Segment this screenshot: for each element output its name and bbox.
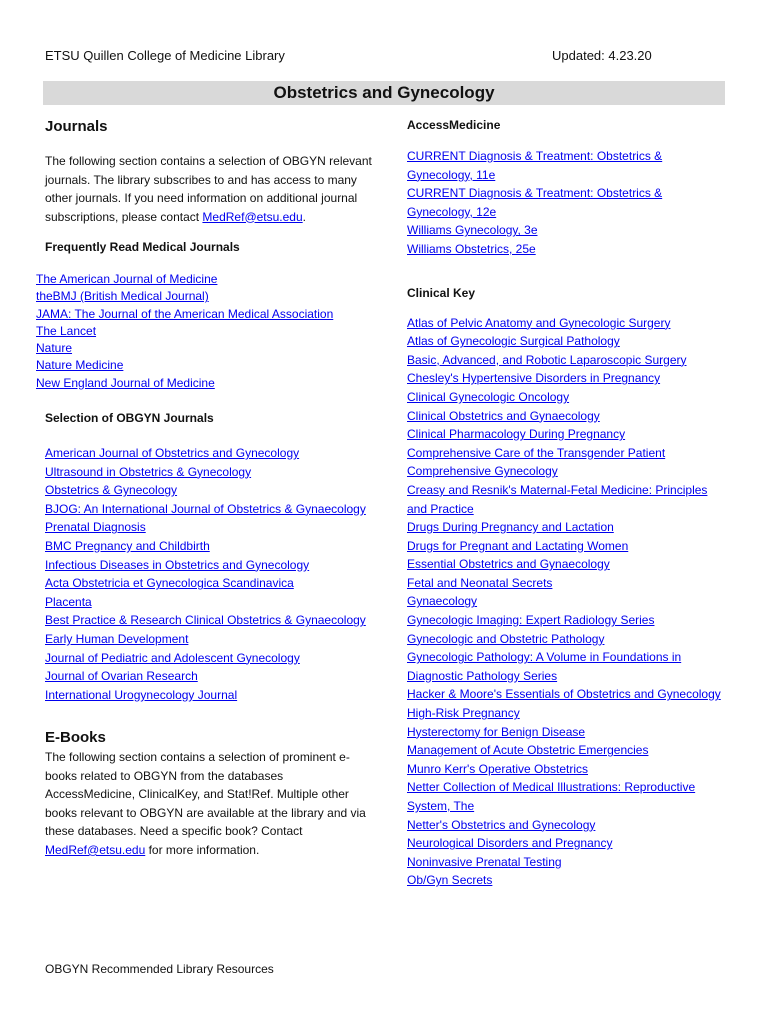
list-item bbox=[45, 686, 375, 705]
list-item bbox=[36, 271, 375, 288]
resource-link[interactable]: Fetal and Neonatal Secrets bbox=[407, 575, 553, 590]
resource-link[interactable]: Acta Obstetricia et Gynecologica Scandinavica bbox=[45, 576, 294, 591]
resource-link[interactable]: Gynecologic and Obstetric Pathology bbox=[407, 631, 605, 646]
list-item bbox=[45, 649, 375, 668]
list-item bbox=[45, 537, 375, 556]
resource-link[interactable]: Hacker & Moore's Essentials of Obstetrics and Gynecology bbox=[407, 687, 721, 702]
list-item bbox=[45, 667, 375, 686]
resource-link[interactable]: Early Human Development bbox=[45, 632, 189, 647]
list-item bbox=[407, 369, 727, 388]
list-item bbox=[407, 723, 727, 742]
right-column bbox=[407, 118, 727, 890]
list-item bbox=[45, 481, 375, 500]
resource-link[interactable]: JAMA: The Journal of the American Medical Association bbox=[36, 306, 334, 321]
obgyn-journals-list bbox=[45, 444, 375, 704]
footer-text: OBGYN Recommended Library Resources bbox=[45, 962, 274, 976]
frequent-journals-heading: Frequently Read Medical Journals bbox=[45, 240, 240, 254]
resource-link[interactable]: Chesley's Hypertensive Disorders in Pregnancy bbox=[407, 371, 661, 386]
list-item bbox=[45, 630, 375, 649]
list-item bbox=[407, 462, 727, 481]
list-item bbox=[407, 778, 727, 815]
resource-link[interactable]: Netter Collection of Medical Illustrations: Reproductive System, The bbox=[407, 780, 696, 813]
resource-link[interactable]: Clinical Obstetrics and Gynaecology bbox=[407, 408, 600, 423]
list-item bbox=[36, 306, 375, 323]
list-item bbox=[407, 518, 727, 537]
journals-description: The following section contains a selection of OBGYN relevant journals. The library subscribes to and has access to many other journals. If you need information on additional journal subscriptions, please contact MedRef@etsu.edu. bbox=[45, 154, 372, 224]
clinicalkey-heading: Clinical Key bbox=[407, 285, 476, 300]
list-item bbox=[407, 537, 727, 556]
resource-link[interactable]: Noninvasive Prenatal Testing bbox=[407, 854, 562, 869]
list-item bbox=[407, 816, 727, 835]
resource-link[interactable]: Williams Gynecology, 3e bbox=[407, 223, 538, 238]
list-item bbox=[407, 388, 727, 407]
frequent-journals-list bbox=[36, 271, 375, 392]
journals-heading: Journals bbox=[45, 118, 108, 135]
resource-link[interactable]: CURRENT Diagnosis & Treatment: Obstetrics & Gynecology, 12e bbox=[407, 186, 663, 219]
list-item bbox=[407, 407, 727, 426]
list-item bbox=[407, 444, 727, 463]
list-item bbox=[45, 444, 375, 463]
resource-link[interactable]: Comprehensive Gynecology bbox=[407, 464, 558, 479]
resource-link[interactable]: American Journal of Obstetrics and Gynecology bbox=[45, 446, 300, 461]
list-item bbox=[407, 704, 727, 723]
list-item bbox=[407, 685, 727, 704]
list-item bbox=[407, 425, 727, 444]
list-item bbox=[45, 611, 375, 630]
list-item bbox=[45, 518, 375, 537]
resource-link[interactable]: Ultrasound in Obstetrics & Gynecology bbox=[45, 464, 252, 479]
resource-link[interactable]: High-Risk Pregnancy bbox=[407, 706, 520, 721]
resource-link[interactable]: Munro Kerr's Operative Obstetrics bbox=[407, 761, 589, 776]
resource-link[interactable]: Drugs During Pregnancy and Lactation bbox=[407, 520, 614, 535]
list-item bbox=[407, 760, 727, 779]
resource-link[interactable]: Gynecologic Pathology: A Volume in Foundations in Diagnostic Pathology Series bbox=[407, 650, 682, 683]
list-item bbox=[407, 871, 727, 890]
resource-link[interactable]: Williams Obstetrics, 25e bbox=[407, 241, 536, 256]
ebooks-description: The following section contains a selection of prominent e-books related to OBGYN from the databases AccessMedicine, ClinicalKey, and Stat!Ref. Multiple other books relevant to OBGYN are available at the library and via these databases. Need a specific book? Contact MedRef@etsu.edu for more information. bbox=[45, 750, 366, 857]
resource-link[interactable]: Atlas of Gynecologic Surgical Pathology bbox=[407, 334, 620, 349]
resource-link[interactable]: Prenatal Diagnosis bbox=[45, 520, 146, 535]
list-item bbox=[407, 351, 727, 370]
list-item bbox=[36, 288, 375, 305]
obgyn-journals-heading: Selection of OBGYN Journals bbox=[45, 411, 214, 426]
resource-link[interactable]: Clinical Pharmacology During Pregnancy bbox=[407, 427, 626, 442]
list-item bbox=[407, 630, 727, 649]
list-item bbox=[407, 853, 727, 872]
resource-link[interactable]: Creasy and Resnik's Maternal-Fetal Medicine: Principles and Practice bbox=[407, 482, 708, 516]
list-item bbox=[45, 556, 375, 575]
resource-link[interactable]: Nature bbox=[36, 341, 73, 356]
list-item bbox=[407, 147, 727, 184]
resource-link[interactable]: theBMJ (British Medical Journal) bbox=[36, 289, 209, 304]
resource-link[interactable]: International Urogynecology Journal bbox=[45, 687, 238, 702]
resource-link[interactable]: The American Journal of Medicine bbox=[36, 272, 218, 286]
resource-link[interactable]: BMC Pregnancy and Childbirth bbox=[45, 539, 210, 554]
resource-link[interactable]: Placenta bbox=[45, 594, 92, 609]
list-item bbox=[407, 574, 727, 593]
list-item bbox=[407, 184, 727, 221]
resource-link[interactable]: Gynaecology bbox=[407, 594, 478, 609]
email-link[interactable]: MedRef@etsu.edu bbox=[45, 842, 146, 857]
ebooks-heading: E-Books bbox=[45, 729, 106, 747]
accessmedicine-list bbox=[407, 147, 727, 259]
resource-link[interactable]: CURRENT Diagnosis & Treatment: Obstetrics & Gynecology, 11e bbox=[407, 149, 663, 182]
list-item bbox=[407, 611, 727, 630]
resource-link[interactable]: Hysterectomy for Benign Disease bbox=[407, 724, 586, 739]
resource-link[interactable]: Atlas of Pelvic Anatomy and Gynecologic Surgery bbox=[407, 315, 671, 330]
left-column bbox=[36, 118, 375, 859]
list-item bbox=[407, 314, 727, 333]
list-item bbox=[407, 481, 727, 518]
resource-link[interactable]: The Lancet bbox=[36, 323, 97, 338]
list-item bbox=[407, 555, 727, 574]
clinicalkey-list bbox=[407, 314, 727, 890]
resource-link[interactable]: Journal of Ovarian Research bbox=[45, 669, 198, 684]
list-item bbox=[36, 357, 375, 374]
resource-link[interactable]: Drugs for Pregnant and Lactating Women bbox=[407, 538, 629, 553]
list-item bbox=[407, 240, 727, 259]
list-item bbox=[45, 593, 375, 612]
page-title: Obstetrics and Gynecology bbox=[43, 81, 725, 105]
list-item bbox=[407, 332, 727, 351]
resource-link[interactable]: New England Journal of Medicine bbox=[36, 375, 215, 390]
updated-date: Updated: 4.23.20 bbox=[552, 48, 652, 63]
resource-link[interactable]: Ob/Gyn Secrets bbox=[407, 873, 493, 888]
resource-link[interactable]: Clinical Gynecologic Oncology bbox=[407, 389, 570, 404]
resource-link[interactable]: Gynecologic Imaging: Expert Radiology Series bbox=[407, 613, 655, 628]
resource-link[interactable]: Infectious Diseases in Obstetrics and Gynecology bbox=[45, 557, 310, 572]
resource-link[interactable]: BJOG: An International Journal of Obstetrics & Gynaecology bbox=[45, 501, 366, 516]
list-item bbox=[36, 375, 375, 392]
list-item bbox=[407, 221, 727, 240]
list-item bbox=[407, 592, 727, 611]
list-item bbox=[36, 340, 375, 357]
resource-link[interactable]: Management of Acute Obstetric Emergencies bbox=[407, 743, 649, 758]
resource-link[interactable]: Journal of Pediatric and Adolescent Gynecology bbox=[45, 650, 300, 665]
email-link[interactable]: MedRef@etsu.edu bbox=[202, 209, 303, 224]
list-item bbox=[45, 500, 375, 519]
list-item bbox=[407, 741, 727, 760]
resource-link[interactable]: Basic, Advanced, and Robotic Laparoscopic Surgery bbox=[407, 352, 687, 367]
resource-link[interactable]: Comprehensive Care of the Transgender Patient bbox=[407, 445, 666, 460]
resource-link[interactable]: Netter's Obstetrics and Gynecology bbox=[407, 817, 596, 832]
resource-link[interactable]: Essential Obstetrics and Gynaecology bbox=[407, 557, 610, 572]
resource-link[interactable]: Neurological Disorders and Pregnancy bbox=[407, 836, 613, 851]
resource-link[interactable]: Best Practice & Research Clinical Obstetrics & Gynaecology bbox=[45, 613, 366, 628]
library-name: ETSU Quillen College of Medicine Library bbox=[45, 48, 285, 63]
resource-link[interactable]: Nature Medicine bbox=[36, 358, 124, 373]
list-item bbox=[36, 323, 375, 340]
resource-link[interactable]: Obstetrics & Gynecology bbox=[45, 483, 178, 498]
list-item bbox=[45, 463, 375, 482]
list-item bbox=[407, 834, 727, 853]
list-item bbox=[407, 648, 727, 685]
list-item bbox=[45, 574, 375, 593]
accessmedicine-heading: AccessMedicine bbox=[407, 118, 501, 132]
